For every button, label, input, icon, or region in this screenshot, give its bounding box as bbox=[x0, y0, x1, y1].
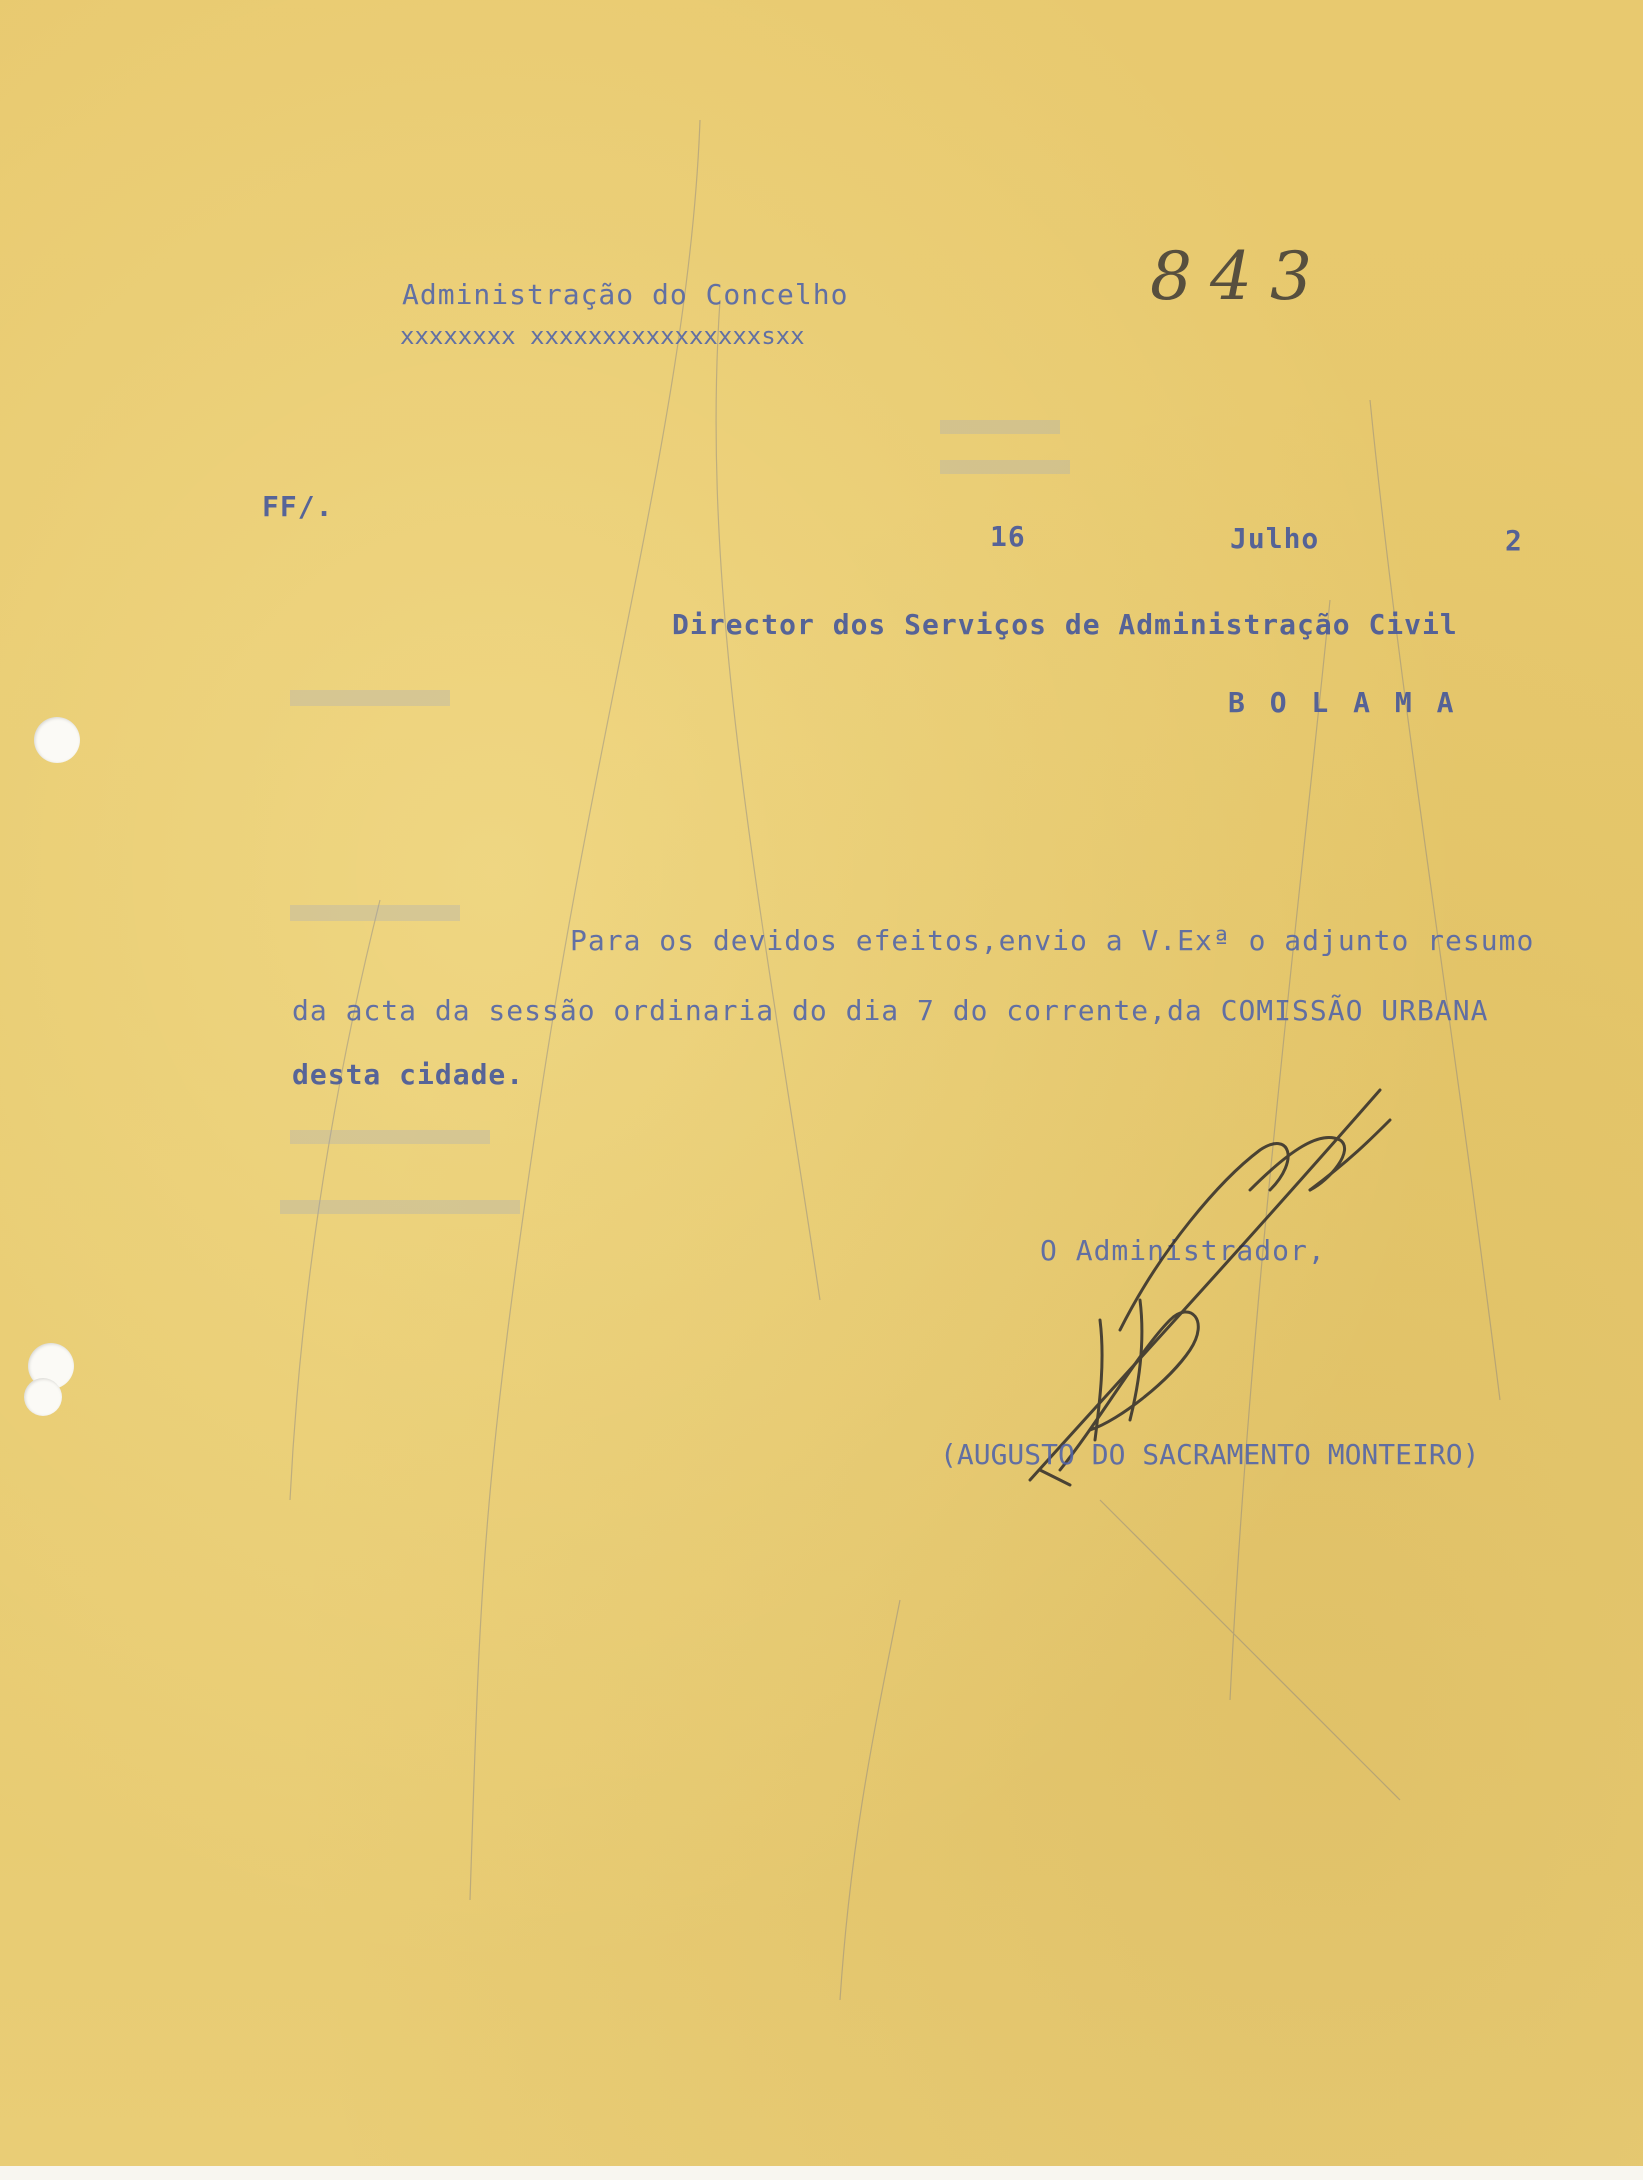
office-heading: Administração do Concelho bbox=[402, 278, 849, 311]
reference-code: FF/. bbox=[262, 490, 334, 523]
addressee-location: B O L A M A bbox=[1228, 686, 1458, 719]
struck-out-line: xxxxxxxx xxxxxxxxxxxxxxxxsxx bbox=[400, 322, 805, 350]
signatory-name: (AUGUSTO DO SACRAMENTO MONTEIRO) bbox=[940, 1438, 1480, 1471]
scan-edge bbox=[0, 2166, 1643, 2180]
date-day: 16 bbox=[990, 520, 1026, 553]
body-line-3: desta cidade. bbox=[292, 1058, 525, 1091]
addressee-title: Director dos Serviços de Administração Civil bbox=[672, 608, 1458, 641]
body-line-1: Para os devidos efeitos,envio a V.Exª o adjunto resumo bbox=[570, 924, 1535, 957]
body-line-2: da acta da sessão ordinaria do dia 7 do corrente,da COMISSÃO URBANA bbox=[292, 994, 1489, 1027]
date-year: 2 bbox=[1505, 524, 1523, 557]
signatory-role: O Administrador, bbox=[1040, 1234, 1326, 1267]
date-month: Julho bbox=[1230, 522, 1320, 555]
handwritten-number: 843 bbox=[1150, 238, 1330, 315]
